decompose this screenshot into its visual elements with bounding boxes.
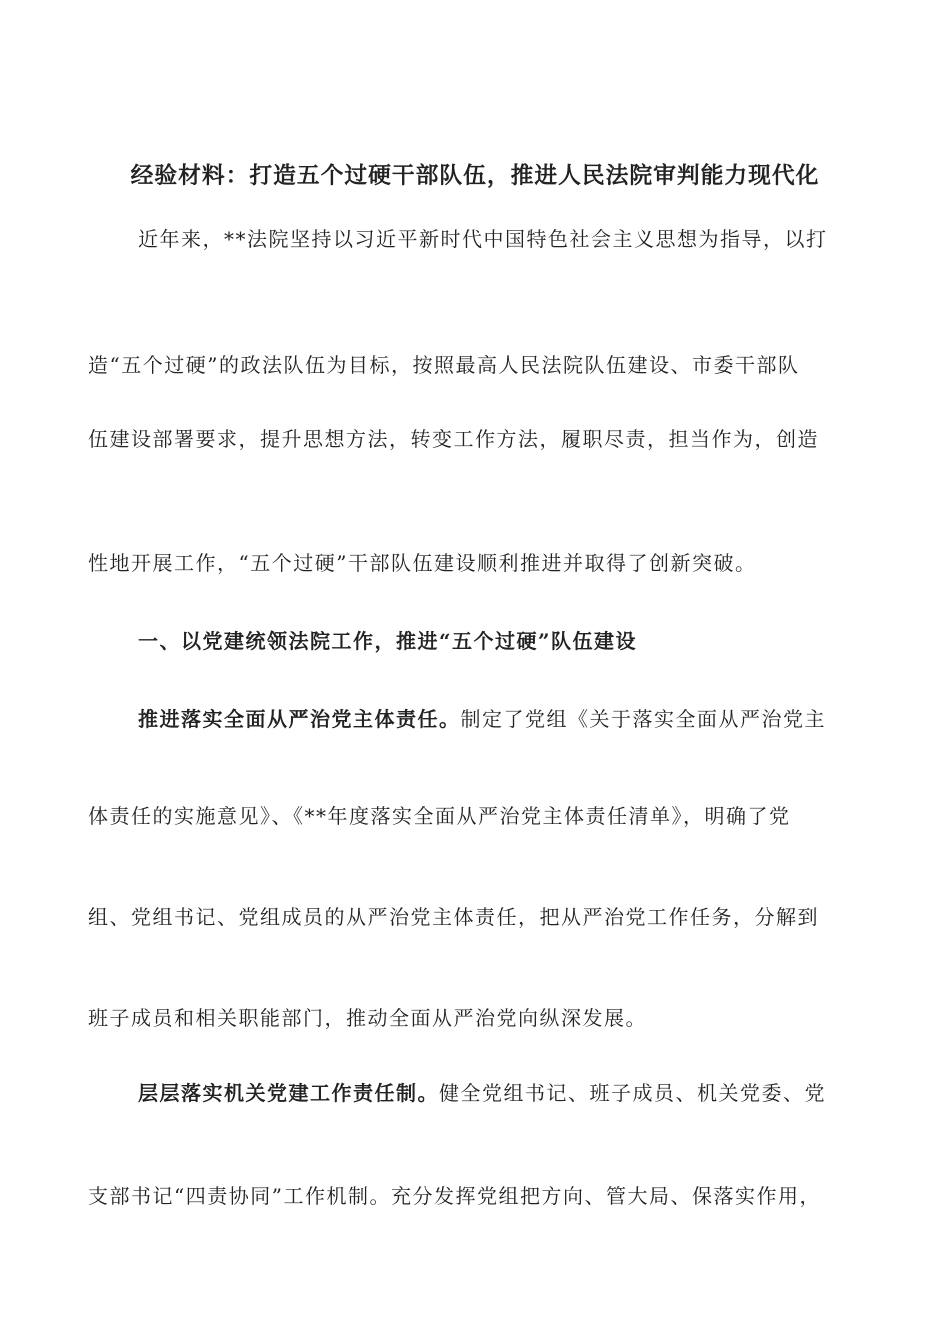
paragraph-2-line-3: 组、党组书记、党组成员的从严治党主体责任，把从严治党工作任务，分解到 [88, 905, 819, 929]
paragraph-2-line-4: 班子成员和相关职能部门，推动全面从严治党向纵深发展。 [88, 1006, 647, 1030]
paragraph-1-line-4: 性地开展工作，“五个过硬”干部队伍建设顺利推进并取得了创新突破。 [88, 551, 757, 575]
document-title: 经验材料：打造五个过硬干部队伍，推进人民法院审判能力现代化 [130, 163, 820, 189]
paragraph-1-line-1: 近年来，**法院坚持以习近平新时代中国特色社会主义思想为指导，以打 [138, 227, 828, 251]
paragraph-1-line-3: 伍建设部署要求，提升思想方法，转变工作方法，履职尽责，担当作为，创造 [88, 427, 819, 451]
section-heading-1: 一、以党建统领法院工作，推进“五个过硬”队伍建设 [138, 629, 638, 653]
paragraph-3-line-1-rest: 健全党组书记、班子成员、机关党委、党 [439, 1081, 826, 1105]
paragraph-2-lead: 推进落实全面从严治党主体责任。 [138, 707, 461, 731]
paragraph-3-line-2: 支部书记“四责协同”工作机制。充分发挥党组把方向、管大局、保落实作用， [88, 1184, 821, 1208]
paragraph-3-lead: 层层落实机关党建工作责任制。 [138, 1081, 439, 1105]
paragraph-1-line-2: 造“五个过硬”的政法队伍为目标，按照最高人民法院队伍建设、市委干部队 [88, 353, 800, 377]
paragraph-2-line-2: 体责任的实施意见》、《**年度落实全面从严治党主体责任清单》，明确了党 [88, 804, 791, 828]
paragraph-3-line-1 [138, 1077, 826, 1109]
paragraph-2-line-1-rest: 制定了党组《关于落实全面从严治党主 [460, 707, 826, 731]
paragraph-2-line-1 [138, 703, 826, 735]
